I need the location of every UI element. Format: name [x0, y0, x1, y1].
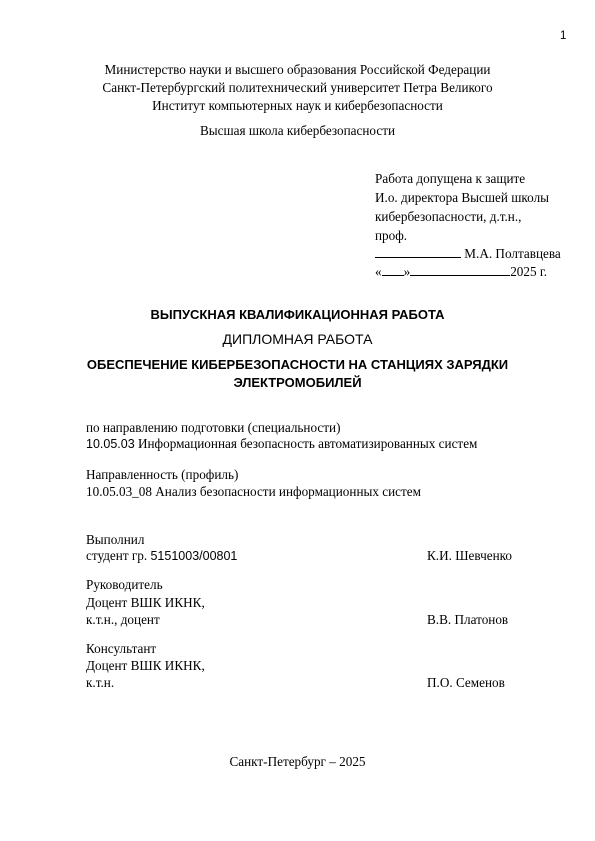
- student-name: К.И. Шевченко: [427, 548, 512, 563]
- approval-line-4: проф.: [375, 228, 408, 243]
- direction-code: 10.05.03: [86, 437, 135, 451]
- student-detail: [86, 547, 237, 565]
- supervisor-role: Руководитель: [86, 577, 163, 592]
- profile-label: Направленность (профиль): [86, 467, 239, 482]
- supervisor-degree: к.т.н., доцент: [86, 612, 160, 627]
- student-group-prefix: студент гр.: [86, 548, 151, 563]
- page-number: 1: [560, 30, 567, 42]
- city-year: Санкт-Петербург – 2025: [229, 754, 366, 769]
- institute-line: Институт компьютерных наук и кибербезопасности: [152, 98, 443, 113]
- date-quote-open: «: [375, 264, 382, 279]
- approval-line-3: кибербезопасности, д.т.н.,: [375, 209, 522, 224]
- direction-name: Информационная безопасность автоматизированных систем: [134, 436, 478, 451]
- approval-date-line: [375, 263, 547, 281]
- direction-value: [86, 435, 477, 453]
- profile-value: 10.05.03_08 Анализ безопасности информационных систем: [86, 484, 421, 499]
- supervisor-position: Доцент ВШК ИКНК,: [86, 595, 205, 610]
- signature-blank: [375, 257, 461, 258]
- student-role: Выполнил: [86, 532, 145, 547]
- direction-label: по направлению подготовки (специальности): [86, 420, 341, 435]
- consultant-degree: к.т.н.: [86, 675, 115, 690]
- approval-line-1: Работа допущена к защите: [375, 171, 526, 186]
- work-type-title: ВЫПУСКНАЯ КВАЛИФИКАЦИОННАЯ РАБОТА: [150, 307, 445, 322]
- school-line: Высшая школа кибербезопасности: [199, 123, 396, 138]
- date-year: 2025 г.: [510, 264, 548, 279]
- month-blank: [410, 275, 510, 276]
- director-name: М.А. Полтавцева: [464, 246, 561, 261]
- student-group-number: 5151003/00801: [150, 549, 238, 563]
- day-blank: [382, 275, 404, 276]
- ministry-line: Министерство науки и высшего образования Российской Федерации: [104, 62, 491, 77]
- supervisor-name: В.В. Платонов: [427, 612, 509, 627]
- consultant-name: П.О. Семенов: [427, 675, 505, 690]
- university-line: Санкт-Петербургский политехнический университет Петра Великого: [102, 80, 493, 95]
- consultant-position: Доцент ВШК ИКНК,: [86, 658, 205, 673]
- consultant-role: Консультант: [86, 641, 157, 656]
- work-subtype: ДИПЛОМНАЯ РАБОТА: [222, 331, 373, 347]
- approval-line-2: И.о. директора Высшей школы: [375, 190, 550, 205]
- topic-title-line-1: ОБЕСПЕЧЕНИЕ КИБЕРБЕЗОПАСНОСТИ НА СТАНЦИЯХ ЗАРЯДКИ: [86, 357, 509, 372]
- director-signature-line: [375, 245, 561, 263]
- date-quote-close: »: [403, 264, 411, 279]
- topic-title-line-2: ЭЛЕКТРОМОБИЛЕЙ: [233, 375, 362, 390]
